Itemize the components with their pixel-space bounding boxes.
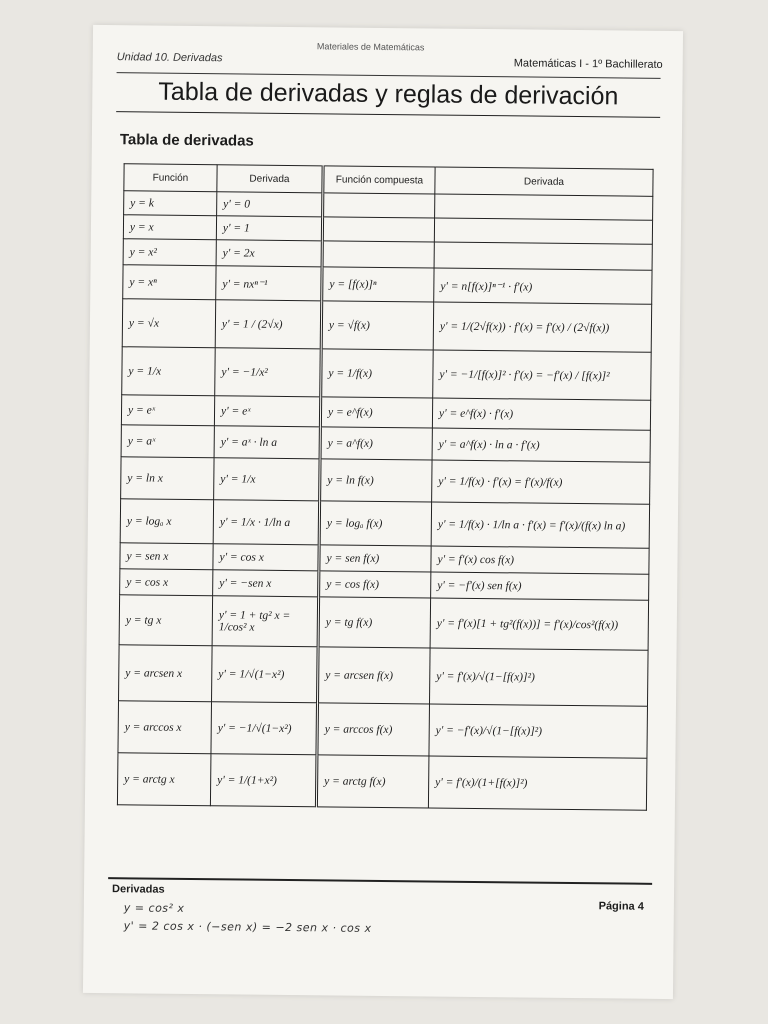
function-cell: y = 1/x (122, 347, 215, 396)
page-number: Página 4 (598, 900, 644, 913)
derivative-cell: y' = eˣ (214, 396, 320, 427)
table-row (123, 265, 652, 305)
derivative-cell: y' = 1 + tg² x = 1/cos² x (212, 596, 319, 647)
composite-derivative-cell: y' = f'(x) cos f(x) (431, 546, 649, 574)
section-title: Tabla de derivadas (119, 131, 254, 150)
header-center: Materiales de Matemáticas (316, 41, 425, 53)
composite-function-cell: y = sen f(x) (319, 545, 431, 572)
composite-function-cell (323, 193, 435, 218)
composite-function-cell: y = tg f(x) (318, 597, 431, 648)
function-cell: y = sen x (120, 543, 213, 570)
composite-derivative-cell: y' = f'(x)/√(1−[f(x)]²) (429, 648, 648, 706)
table-row (120, 499, 649, 549)
page-title: Tabla de derivadas y reglas de derivación (158, 77, 619, 111)
title-rule (116, 111, 660, 118)
function-cell: y = x² (123, 239, 216, 266)
function-cell: y = x (123, 215, 216, 240)
composite-derivative-cell: y' = n[f(x)]ⁿ⁻¹ · f'(x) (434, 268, 652, 304)
function-cell: y = √x (122, 299, 215, 348)
derivative-cell: y' = −1/x² (215, 348, 321, 397)
composite-function-cell: y = logₐ f(x) (319, 501, 431, 546)
table-row (117, 753, 647, 811)
function-cell: y = arcsen x (119, 645, 213, 702)
composite-function-cell: y = [f(x)]ⁿ (322, 267, 434, 302)
function-cell: y = tg x (119, 595, 213, 646)
composite-derivative-cell: y' = −f'(x)/√(1−[f(x)]²) (429, 704, 648, 758)
composite-function-cell: y = 1/f(x) (321, 349, 433, 398)
handwritten-note-line1: y = cos² x (123, 901, 185, 915)
column-header-composite-derivative: Derivada (435, 167, 653, 196)
composite-function-cell: y = cos f(x) (319, 571, 431, 598)
table-row (118, 701, 648, 759)
function-cell: y = logₐ x (120, 499, 213, 544)
derivative-cell: y' = 1/x (214, 458, 320, 501)
derivative-cell: y' = aˣ · ln a (214, 426, 320, 459)
table-row (122, 347, 651, 401)
composite-derivative-cell: y' = f'(x)/(1+[f(x)]²) (428, 756, 647, 810)
composite-function-cell: y = ln f(x) (320, 459, 432, 502)
handwritten-note-line2: y' = 2 cos x · (−sen x) = −2 sen x · cos x (123, 919, 372, 935)
composite-function-cell: y = √f(x) (321, 301, 433, 350)
function-cell: y = xⁿ (123, 265, 216, 300)
composite-derivative-cell: y' = 1/f(x) · f'(x) = f'(x)/f(x) (432, 460, 650, 504)
composite-function-cell (322, 241, 434, 268)
column-header-composite-function: Función compuesta (323, 166, 435, 194)
composite-function-cell: y = arctg f(x) (316, 755, 429, 808)
column-header-derivative: Derivada (217, 165, 323, 193)
composite-function-cell: y = arcsen f(x) (317, 647, 430, 704)
derivatives-table (117, 163, 654, 811)
function-cell: y = k (124, 191, 217, 216)
table-row (122, 299, 651, 353)
table-row (119, 645, 649, 707)
document-page (83, 25, 683, 999)
derivative-cell: y' = 0 (217, 192, 323, 217)
derivative-cell: y' = 1/x · 1/ln a (213, 500, 319, 545)
footer-rule (108, 877, 652, 885)
function-cell: y = eˣ (121, 395, 214, 426)
table-row (121, 457, 650, 505)
column-header-function: Función (124, 164, 217, 192)
function-cell: y = arctg x (117, 753, 211, 806)
derivative-cell: y' = 2x (216, 240, 322, 267)
derivative-cell: y' = 1/(1+x²) (210, 754, 317, 807)
composite-derivative-cell: y' = 1/(2√f(x)) · f'(x) = f'(x) / (2√f(x)) (433, 302, 651, 352)
derivative-cell: y' = −1/√(1−x²) (211, 702, 318, 755)
function-cell: y = ln x (121, 457, 214, 500)
composite-derivative-cell: y' = e^f(x) · f'(x) (432, 398, 650, 430)
composite-function-cell: y = arccos f(x) (317, 703, 430, 756)
header-course: Matemáticas I - 1º Bachillerato (513, 57, 663, 71)
page-header (116, 41, 663, 73)
composite-derivative-cell (434, 218, 652, 244)
composite-derivative-cell: y' = 1/f(x) · 1/ln a · f'(x) = f'(x)/(f(x) ln a) (431, 502, 649, 548)
function-cell: y = arccos x (118, 701, 212, 754)
composite-function-cell (322, 217, 434, 242)
table-body (117, 191, 652, 811)
composite-derivative-cell: y' = −1/[f(x)]² · f'(x) = −f'(x) / [f(x)]² (433, 350, 651, 400)
composite-derivative-cell: y' = a^f(x) · ln a · f'(x) (432, 428, 650, 462)
footer-section: Derivadas (111, 883, 165, 896)
function-cell: y = aˣ (121, 425, 214, 458)
header-unit: Unidad 10. Derivadas (116, 51, 223, 65)
composite-derivative-cell (434, 242, 652, 270)
composite-derivative-cell (435, 194, 653, 220)
composite-derivative-cell: y' = f'(x)[1 + tg²(f(x))] = f'(x)/cos²(f(x)) (430, 598, 649, 650)
derivative-cell: y' = −sen x (213, 570, 319, 597)
composite-function-cell: y = e^f(x) (320, 397, 432, 428)
derivative-cell: y' = 1 / (2√x) (215, 300, 321, 349)
function-cell: y = cos x (120, 569, 213, 596)
derivative-cell: y' = 1/√(1−x²) (212, 646, 319, 703)
composite-derivative-cell: y' = −f'(x) sen f(x) (431, 572, 649, 600)
derivative-cell: y' = nxⁿ⁻¹ (216, 266, 322, 301)
composite-function-cell: y = a^f(x) (320, 427, 432, 460)
table-row (119, 595, 648, 651)
derivative-cell: y' = cos x (213, 544, 319, 571)
derivative-cell: y' = 1 (216, 216, 322, 241)
